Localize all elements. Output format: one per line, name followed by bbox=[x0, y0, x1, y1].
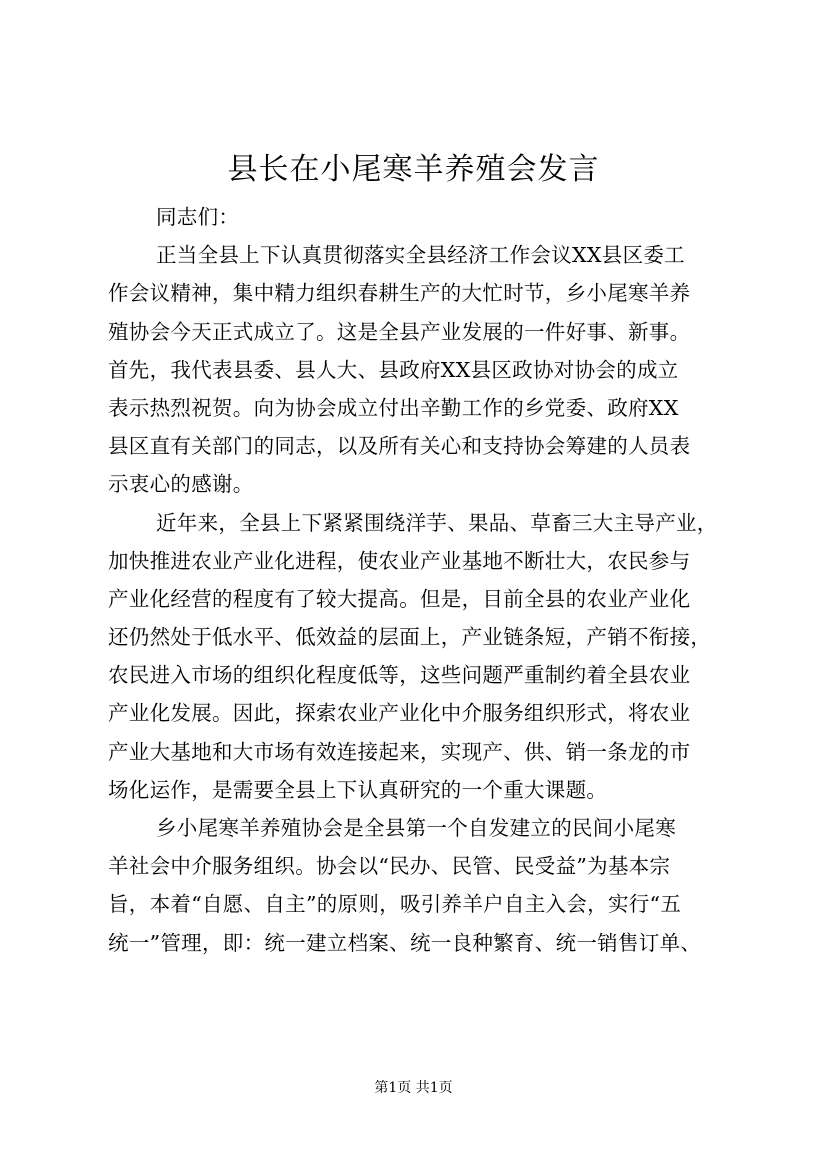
document-title: 县长在小尾寒羊养殖会发言 bbox=[227, 152, 600, 187]
text-line: 同志们： bbox=[156, 205, 240, 229]
text-line: 县区直有关部门的同志，以及所有关心和支持协会筹建的人员表 bbox=[108, 434, 691, 459]
text-line: 产业化经营的程度有了较大提高。但是，目前全县的农业产业化 bbox=[108, 586, 691, 611]
text-line: 产业大基地和大市场有效连接起来，实现产、供、销一条龙的市 bbox=[108, 739, 691, 764]
text-line: 近年来，全县上下紧紧围绕洋芋、果品、草畜三大主导产业， bbox=[156, 510, 718, 535]
text-line: 作会议精神，集中精力组织春耕生产的大忙时节，乡小尾寒羊养 bbox=[108, 281, 691, 306]
text-line: 羊社会中介服务组织。协会以“民办、民管、民受益”为基本宗 bbox=[108, 854, 671, 879]
text-line: 场化运作，是需要全县上下认真研究的一个重大课题。 bbox=[108, 777, 608, 802]
text-line: 乡小尾寒羊养殖协会是全县第一个自发建立的民间小尾寒 bbox=[156, 816, 676, 840]
text-line: 示衷心的感谢。 bbox=[108, 472, 254, 497]
text-line: 旨，本着“自愿、自主”的原则，吸引养羊户自主入会，实行“五 bbox=[108, 892, 682, 917]
text-line: 统一”管理，即：统一建立档案、统一良种繁育、统一销售订单、 bbox=[108, 930, 702, 955]
page-footer: 第1页 共1页 bbox=[374, 1080, 453, 1096]
text-line: 殖协会今天正式成立了。这是全县产业发展的一件好事、新事。 bbox=[108, 319, 691, 344]
document-body bbox=[108, 198, 728, 962]
text-line: 加快推进农业产业化进程，使农业产业基地不断壮大，农民参与 bbox=[108, 548, 691, 573]
text-line: 农民进入市场的组织化程度低等，这些问题严重制约着全县农业 bbox=[108, 663, 691, 688]
text-line: 产业化发展。因此，探索农业产业化中介服务组织形式，将农业 bbox=[108, 701, 691, 726]
text-line: 还仍然处于低水平、低效益的层面上，产业链条短，产销不衔接， bbox=[108, 625, 712, 650]
text-line: 表示热烈祝贺。向为协会成立付出辛勤工作的乡党委、政府XX bbox=[108, 395, 679, 420]
text-line: 正当全县上下认真贯彻落实全县经济工作会议XX县区委工 bbox=[156, 243, 685, 268]
text-line: 首先，我代表县委、县人大、县政府XX县区政协对协会的成立 bbox=[108, 357, 679, 382]
